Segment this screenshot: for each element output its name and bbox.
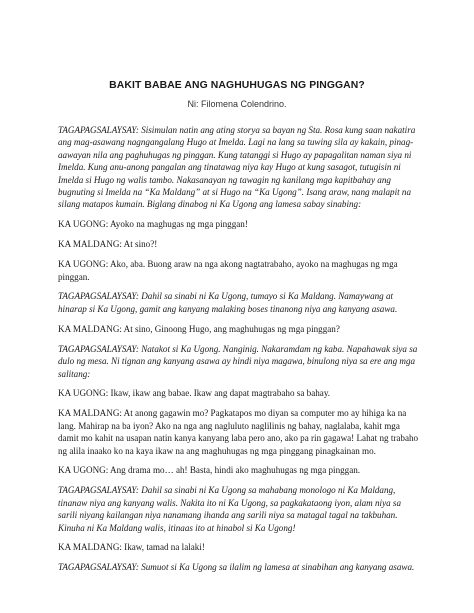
dialogue-line: KA UGONG: Ako, aba. Buong araw na nga akong nagtatrabaho, ayoko na maghugas ng mga pinggan. xyxy=(58,259,398,282)
narration-paragraph: TAGAPAGSALAYSAY: Natakot si Ka Ugong. Nanginig. Nakaramdam ng kaba. Napahawak siya sa dulo ng mesa. Ni tignan ang kanyang asawa ay hindi niya magawa, binulong niya sa ere ang mga salitang: xyxy=(58,343,418,379)
dialogue-line: KA UGONG: Ayoko na maghugas ng mga pinggan! xyxy=(58,219,248,230)
author-line: Ni: Filomena Colendrino. xyxy=(187,99,287,109)
dialogue-line: KA UGONG: Ikaw, ikaw ang babae. Ikaw ang dapat magtrabaho sa bahay. xyxy=(58,388,331,399)
document-title: BAKIT BABAE ANG NAGHUHUGAS NG PINGGAN? xyxy=(109,80,365,91)
dialogue-line: KA MALDANG: At sino, Ginoong Hugo, ang maghuhugas ng mga pinggan? xyxy=(58,323,340,334)
document-body xyxy=(58,124,420,581)
dialogue-line: KA MALDANG: At anong gagawin mo? Pagkatapos mo diyan sa computer mo ay hihiga ka na lang. Mahirap na ba iyon? Ako na nga ang nagluluto naglilinis ng bahay, naglalaba, kahit mga damit mo kahit na usapan natin kanya kanyang laba pero ano, ako pa rin gagawa! Lahat ng trabaho ng alila inaako ko na kaya ikaw na ang maghuhugas ng mga pinggang pinagkainan mo. xyxy=(58,408,419,456)
dialogue-line: KA MALDANG: At sino?! xyxy=(58,239,158,250)
dialogue-line: KA UGONG: Ang drama mo… ah! Basta, hindi ako maghuhugas ng mga pinggan. xyxy=(58,465,361,476)
dialogue-line: KA MALDANG: Ikaw, tamad na lalaki! xyxy=(58,542,205,553)
narration-paragraph: TAGAPAGSALAYSAY: Dahil sa sinabi ni Ka Ugong sa mahabang monologo ni Ka Maldang, tinanaw niya ang kanyang walis. Nakita ito ni Ka Ugong, sa pagkakataong iyon, alam niya sa sarili niyang kailangan niya nanamang ihanda ang sarili niya sa matagal tagal na takbuhan. Kinuha ni Ka Maldang walis, itinaas ito at hinabol si Ka Ugong! xyxy=(58,485,402,533)
narration-paragraph: TAGAPAGSALAYSAY: Sumuot si Ka Ugong sa ilalim ng lamesa at sinabihan ang kanyang asawa. xyxy=(58,562,415,573)
narration-paragraph: TAGAPAGSALAYSAY: Sisimulan natin ang ating storya sa bayan ng Sta. Rosa kung saan nakatira ang mag-asawang nagngangalang Hugo at Imelda. Lagi na lang sa tuwing sila ay kakain, pinag-aawayan nila ang paghuhugas ng pinggan. Kung tatanggi si Hugo ay papagalitan naman siya ni Imelda. Kung anu-anong pangalan ang tinatawag niya kay Hugo at kung sasagot, tutugisin ni Imelda si Hugo ng walis tambo. Nakasanayan ng tawagin ng kanilang mga kapitbahay ang bugnuting si Imelda na “Ka Maldang” at si Hugo na “Ka Ugong”. Isang araw, nang malapit na silang matapos kumain. Biglang dinabog ni Ka Ugong ang lamesa sabay sinabing: xyxy=(58,125,416,210)
narration-paragraph: TAGAPAGSALAYSAY: Dahil sa sinabi ni Ka Ugong, tumayo si Ka Maldang. Namaywang at hinarap si Ka Ugong, gamit ang kanyang malaking boses tinanong niya ang kanyang asawa. xyxy=(58,291,398,314)
